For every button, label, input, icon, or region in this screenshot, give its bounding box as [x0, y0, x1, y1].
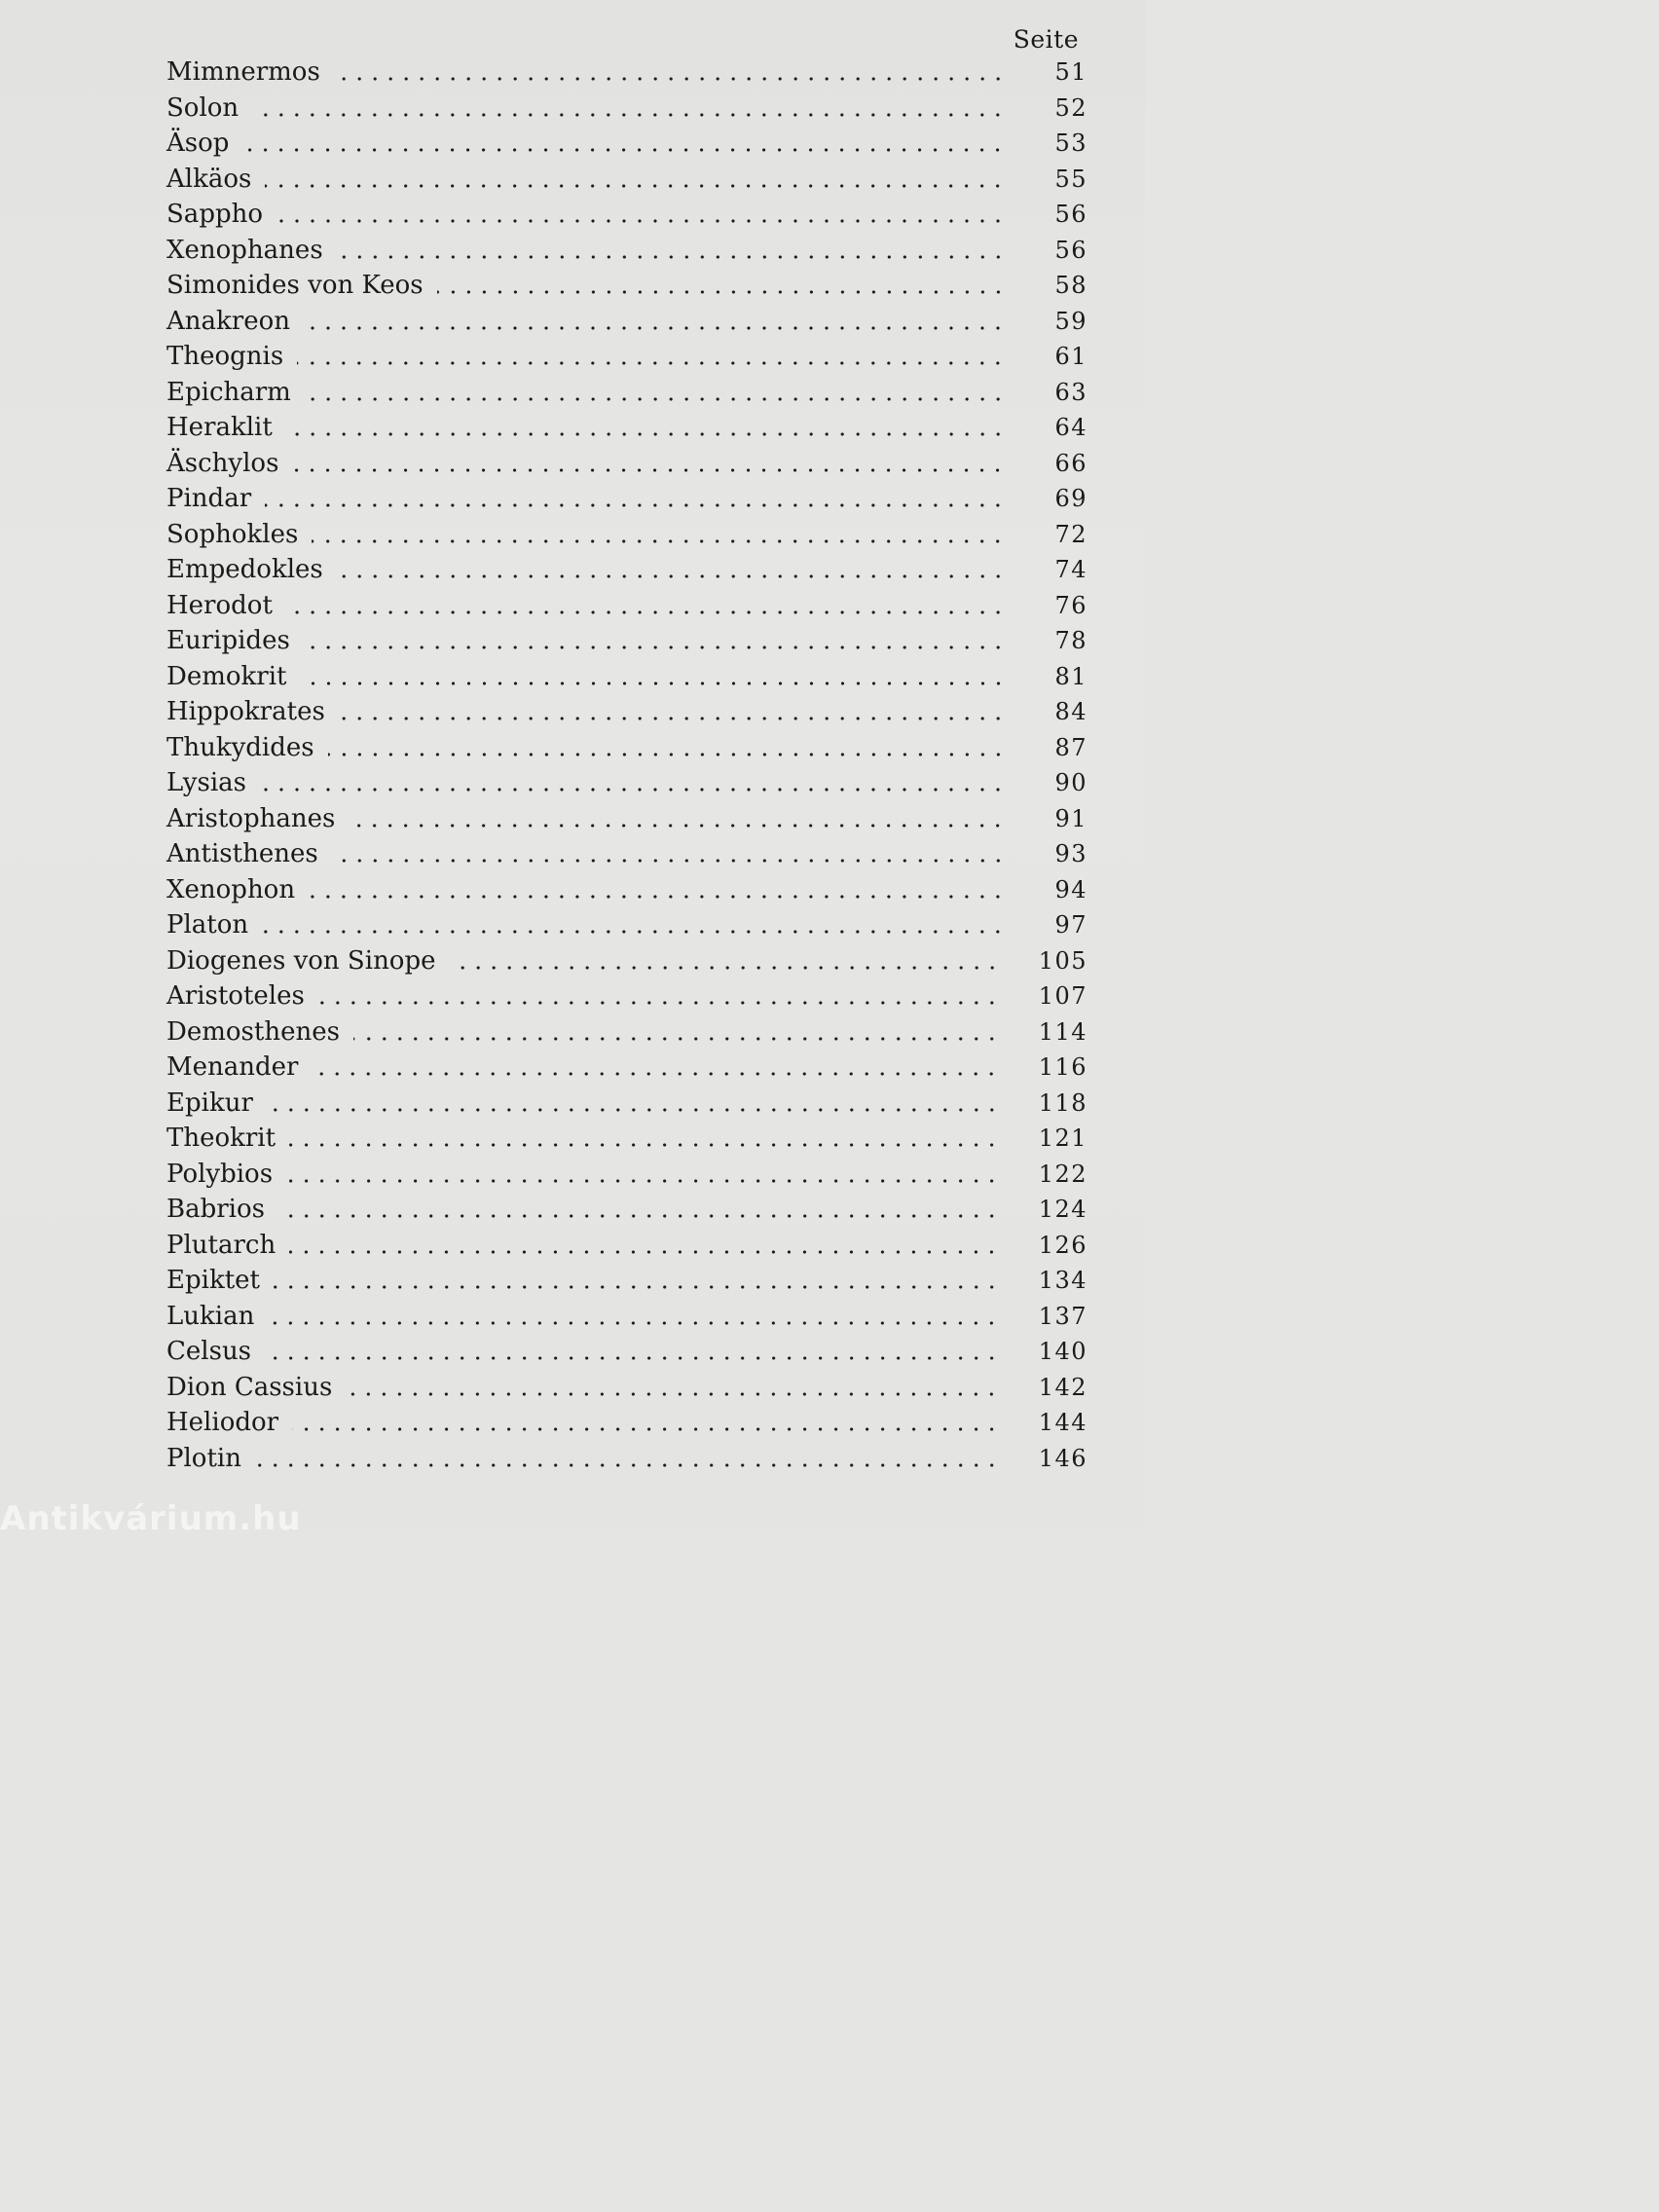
toc-entry-page: 90 — [1054, 769, 1088, 796]
toc-entry-name: Antisthenes — [166, 839, 318, 868]
toc-entry — [166, 162, 1088, 198]
toc-leader-dots — [450, 964, 1000, 972]
toc-entry-name: Lukian — [166, 1301, 255, 1331]
toc-entry — [166, 1405, 1088, 1441]
toc-leader-dots — [337, 253, 1006, 261]
toc-entry — [166, 907, 1088, 943]
toc-leader-dots — [353, 1035, 1000, 1043]
toc-entry — [166, 339, 1088, 375]
toc-entry — [166, 978, 1088, 1014]
toc-entry-name: Heraklit — [166, 413, 273, 442]
toc-entry-page: 93 — [1054, 840, 1088, 867]
toc-entry — [166, 836, 1088, 872]
toc-entry — [166, 694, 1088, 730]
toc-entry-page: 87 — [1054, 733, 1088, 761]
toc-entry-page: 56 — [1054, 201, 1088, 228]
toc-entry-name: Heliodor — [166, 1408, 279, 1437]
toc-entry — [166, 659, 1088, 695]
toc-entry-name: Aristoteles — [166, 981, 305, 1011]
toc-entry — [166, 552, 1088, 588]
toc-entry-page: 52 — [1054, 93, 1088, 122]
toc-entry-page: 146 — [1038, 1444, 1088, 1472]
toc-entry — [166, 623, 1088, 659]
toc-entry — [166, 1014, 1088, 1051]
toc-entry-name: Celsus — [166, 1337, 252, 1366]
toc-leader-dots — [292, 1425, 1000, 1433]
toc-entry-name: Thukydides — [166, 732, 314, 762]
toc-leader-dots — [268, 1319, 999, 1327]
toc-entry-name: Diogenes von Sinope — [166, 945, 436, 976]
toc-entry-page: 61 — [1054, 343, 1088, 370]
toc-leader-dots — [242, 146, 1006, 154]
toc-entry-name: Xenophon — [166, 874, 296, 904]
toc-entry — [166, 197, 1088, 233]
toc-leader-dots — [276, 217, 1006, 225]
toc-entry-page: 144 — [1038, 1409, 1088, 1436]
toc-entry-name: Sophokles — [166, 519, 299, 549]
toc-leader-dots — [278, 1212, 1000, 1220]
toc-entry-page: 124 — [1038, 1196, 1088, 1223]
toc-entry-name: Epicharm — [166, 377, 291, 407]
toc-leader-dots — [305, 395, 1006, 403]
toc-entry-page: 134 — [1038, 1267, 1088, 1294]
toc-leader-dots — [289, 1248, 999, 1256]
toc-entry — [166, 375, 1088, 411]
toc-entry-name: Alkäos — [166, 164, 252, 194]
toc-entry-name: Platon — [166, 910, 249, 940]
toc-entry — [166, 233, 1088, 269]
toc-entry-name: Demokrit — [166, 661, 287, 691]
toc-leader-dots — [286, 430, 1006, 438]
toc-entry — [166, 304, 1088, 340]
toc-entry-name: Simonides von Keos — [166, 271, 424, 300]
toc-leader-dots — [289, 1141, 1000, 1149]
toc-entry-name: Aristophanes — [166, 803, 336, 833]
toc-entry-name: Lysias — [166, 768, 246, 797]
toc-entry-name: Äschylos — [166, 448, 279, 478]
toc-entry-name: Äsop — [166, 129, 230, 158]
toc-entry — [166, 1334, 1088, 1370]
toc-entry-page: 126 — [1038, 1231, 1088, 1259]
toc-entry-page: 118 — [1038, 1088, 1088, 1117]
toc-leader-dots — [265, 1354, 1000, 1362]
toc-entry-name: Anakreon — [166, 306, 290, 336]
toc-entry-name: Sappho — [166, 200, 263, 229]
toc-entry-name: Menander — [166, 1052, 299, 1082]
toc-leader-dots — [312, 1070, 999, 1078]
toc-entry-page: 58 — [1054, 272, 1088, 299]
toc-leader-dots — [297, 359, 1006, 367]
toc-leader-dots — [262, 928, 1006, 936]
toc-entry-name: Epiktet — [166, 1266, 260, 1295]
toc-entry — [166, 730, 1088, 766]
toc-entry-page: 51 — [1054, 58, 1088, 86]
toc-entry-page: 72 — [1054, 520, 1088, 548]
toc-leader-dots — [334, 75, 1006, 83]
toc-entry-page: 105 — [1038, 946, 1088, 975]
toc-entry — [166, 55, 1088, 91]
toc-entry — [166, 481, 1088, 517]
toc-entry-page: 74 — [1054, 556, 1088, 583]
toc-leader-dots — [255, 1461, 1000, 1469]
book-page — [0, 0, 1145, 1538]
toc-leader-dots — [346, 1390, 999, 1398]
toc-leader-dots — [304, 324, 1006, 332]
toc-entry-name: Theokrit — [166, 1124, 276, 1153]
toc-leader-dots — [267, 1106, 1000, 1114]
toc-leader-dots — [349, 822, 1006, 830]
toc-leader-dots — [286, 1177, 1000, 1185]
toc-entry-name: Plutarch — [166, 1230, 276, 1260]
toc-entry-name: Dion Cassius — [166, 1372, 333, 1402]
toc-entry-page: 64 — [1054, 414, 1088, 441]
toc-entry-name: Solon — [166, 92, 240, 123]
toc-entry — [166, 1263, 1088, 1299]
page-column-header: Seite — [1013, 25, 1079, 54]
toc-entry-page: 137 — [1038, 1302, 1088, 1330]
toc-entry-page: 107 — [1038, 982, 1088, 1010]
toc-entry — [166, 517, 1088, 553]
toc-entry — [166, 588, 1088, 624]
toc-entry-name: Hippokrates — [166, 697, 325, 726]
toc-entry-page: 78 — [1054, 627, 1088, 654]
toc-entry — [166, 1228, 1088, 1264]
toc-entry-page: 121 — [1038, 1124, 1088, 1152]
toc-entry-page: 53 — [1054, 129, 1088, 157]
toc-leader-dots — [304, 644, 1006, 651]
toc-entry-page: 97 — [1054, 911, 1088, 939]
toc-entry-page: 59 — [1054, 307, 1088, 335]
toc-entry — [166, 801, 1088, 837]
toc-entry — [166, 872, 1088, 908]
toc-leader-dots — [286, 608, 1006, 616]
toc-entry-name: Euripides — [166, 626, 290, 655]
toc-entry-page: 114 — [1038, 1017, 1088, 1046]
toc-entry-name: Empedokles — [166, 555, 323, 584]
toc-entry — [166, 268, 1088, 304]
toc-entry-name: Mimnermos — [166, 57, 320, 87]
toc-entry-name: Epikur — [166, 1088, 253, 1118]
toc-entry-name: Plotin — [166, 1443, 241, 1473]
toc-leader-dots — [332, 857, 1006, 865]
toc-entry-page: 63 — [1054, 378, 1088, 406]
toc-entry-page: 140 — [1038, 1338, 1088, 1365]
toc-entry — [166, 765, 1088, 801]
toc-leader-dots — [292, 466, 1006, 474]
toc-entry — [166, 446, 1088, 482]
watermark-logo: Antikvárium.hu — [0, 1499, 302, 1538]
toc-entry — [166, 1121, 1088, 1157]
toc-leader-dots — [309, 893, 1006, 901]
toc-entry — [166, 1370, 1088, 1406]
toc-entry-page: 142 — [1038, 1373, 1088, 1401]
toc-leader-dots — [312, 537, 1006, 545]
toc-entry-page: 91 — [1054, 804, 1088, 832]
toc-entry-page: 81 — [1054, 662, 1088, 690]
toc-entry-name: Demosthenes — [166, 1016, 340, 1047]
toc-entry — [166, 1086, 1088, 1122]
toc-leader-dots — [265, 182, 1006, 190]
toc-leader-dots — [328, 751, 1006, 758]
toc-leader-dots — [337, 572, 1006, 580]
toc-entry — [166, 1299, 1088, 1335]
toc-entry-page: 55 — [1054, 165, 1088, 193]
toc-leader-dots — [437, 288, 1006, 296]
toc-entry — [166, 91, 1088, 127]
toc-entry-page: 56 — [1054, 236, 1088, 264]
toc-entry-name: Xenophanes — [166, 235, 323, 265]
toc-entry-name: Theognis — [166, 342, 284, 371]
toc-leader-dots — [301, 680, 1007, 687]
toc-entry-name: Babrios — [166, 1195, 265, 1224]
toc-entry-page: 76 — [1054, 591, 1088, 619]
toc-entry-page: 84 — [1054, 698, 1088, 725]
toc-entry-page: 122 — [1038, 1160, 1088, 1188]
toc-entry — [166, 1192, 1088, 1228]
table-of-contents — [166, 55, 1088, 1476]
toc-leader-dots — [260, 786, 1006, 793]
toc-entry — [166, 943, 1088, 979]
toc-entry — [166, 1050, 1088, 1086]
toc-leader-dots — [265, 501, 1006, 509]
toc-entry-page: 94 — [1054, 875, 1088, 903]
toc-entry-name: Pindar — [166, 484, 252, 513]
toc-leader-dots — [318, 999, 1000, 1007]
toc-entry — [166, 1157, 1088, 1193]
toc-entry — [166, 1441, 1088, 1477]
toc-entry-page: 69 — [1054, 485, 1088, 512]
toc-entry — [166, 410, 1088, 446]
toc-entry-name: Herodot — [166, 590, 273, 620]
toc-entry-page: 116 — [1038, 1053, 1088, 1081]
toc-leader-dots — [274, 1283, 1000, 1291]
toc-leader-dots — [339, 715, 1006, 722]
toc-entry — [166, 126, 1088, 162]
toc-entry-page: 66 — [1054, 449, 1088, 477]
toc-leader-dots — [252, 111, 1006, 119]
toc-entry-name: Polybios — [166, 1159, 274, 1189]
